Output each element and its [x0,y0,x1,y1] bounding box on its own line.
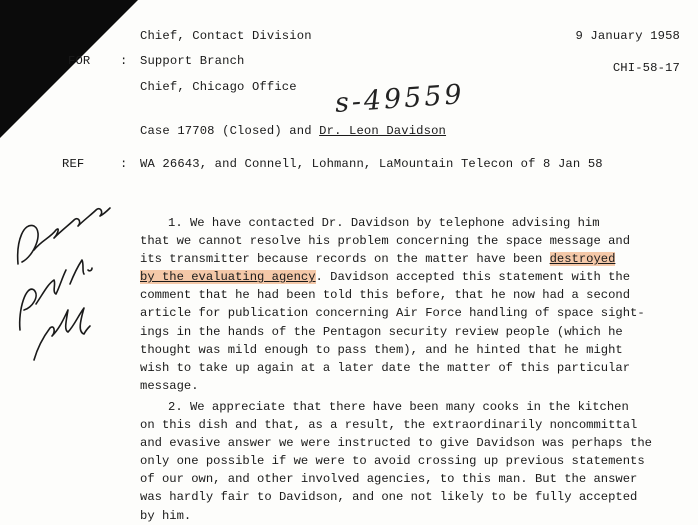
for-label: FOR [68,54,91,68]
para1-line-4 [140,268,645,286]
para1-line-3-text: its transmitter because records on the matter have been [140,252,550,267]
highlight-destroyed: destroyed [549,252,616,267]
para1-line-8: thought was mild enough to pass them), and he hinted that he might [140,342,623,357]
para2-line-7: by him. [140,508,192,523]
case-line [140,123,446,140]
for-line: Support Branch [140,54,245,68]
paragraph-1 [140,214,645,395]
ref-colon: : [120,157,128,171]
para2-line-3: and evasive answer we were instructed to give Davidson was perhaps the [140,436,652,451]
para2-line-2: on this dish and that, as a result, the extraordinarily noncommittal [140,418,638,433]
para1-line-6: article for publication concerning Air Force handling of space sight- [140,306,645,321]
para2-line-6: was hardly fair to Davidson, and one not likely to be fully accepted [140,490,638,505]
para1-line-3 [140,250,645,268]
document-date: 9 January 1958 [575,29,680,43]
handwritten-marginal-scribble [4,200,114,370]
para1-line-7: ings in the hands of the Pentagon security review people (which he [140,324,623,339]
para2-line-1: 2. We appreciate that there have been many cooks in the kitchen [168,400,629,414]
reference-number: CHI-58-17 [612,61,680,75]
highlight-evaluating-agency: by the evaluating agency [140,270,316,285]
for-colon: : [120,54,128,68]
handwritten-number: s-49559 [333,78,466,119]
ref-text: WA 26643, and Connell, Lohmann, LaMountain Telecon of 8 Jan 58 [140,157,603,171]
para1-line-1: 1. We have contacted Dr. Davidson by telephone advising him [168,216,600,230]
para1-line-2: that we cannot resolve his problem concerning the space message and [140,234,631,249]
from-line: Chief, Contact Division [140,29,312,43]
para1-line-10: message. [140,378,199,393]
para1-line-9: wish to take up again at a later date the matter of this particular [140,360,631,375]
case-name: Dr. Leon Davidson [319,124,447,138]
chicago-office-line: Chief, Chicago Office [140,80,297,94]
case-prefix: Case 17708 (Closed) and [140,124,320,138]
para2-line-4: only one possible if we were to avoid crossing up previous statements [140,454,645,469]
para1-line-5: comment that he had been told this before, that he now had a second [140,288,631,303]
para1-line-4-text: . Davidson accepted this statement with the [315,270,631,285]
ref-label: REF [62,157,85,171]
para2-line-5: of our own, and other involved agencies, to this man. But the answer [140,472,638,487]
paragraph-2 [140,398,652,525]
